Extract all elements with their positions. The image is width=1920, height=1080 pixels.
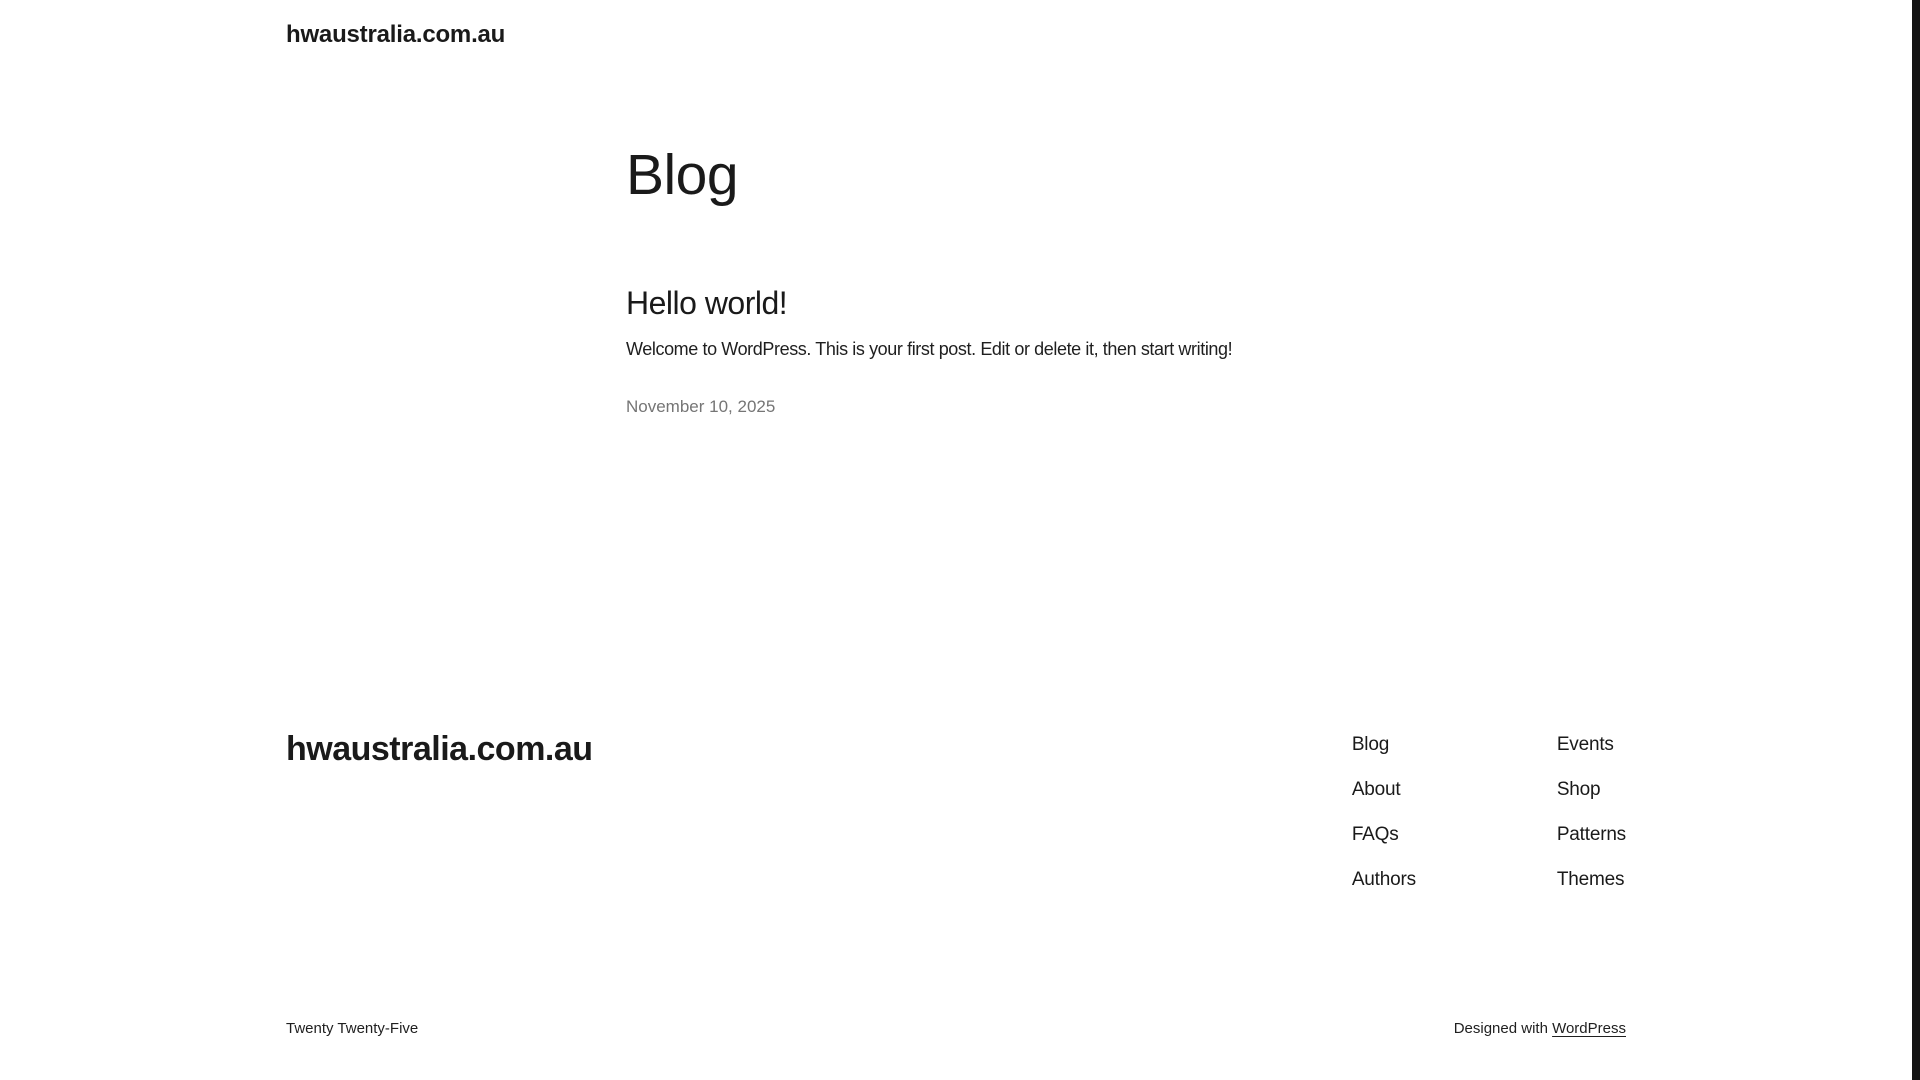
post-item xyxy=(626,284,1286,420)
footer-site-title-link[interactable]: hwaustralia.com.au xyxy=(286,730,593,768)
footer-nav-column-2 xyxy=(1557,735,1626,889)
footer-nav-item-authors[interactable]: Authors xyxy=(1351,869,1416,890)
post-date: November 10, 2025 xyxy=(626,397,776,416)
main-content xyxy=(286,141,1626,420)
header-site-title-link[interactable]: hwaustralia.com.au xyxy=(286,21,506,48)
designed-with-prefix: Designed with xyxy=(1453,1020,1553,1037)
post-title-link[interactable]: Hello world! xyxy=(626,285,788,321)
wordpress-link[interactable]: WordPress xyxy=(1552,1020,1626,1037)
theme-name: Twenty Twenty-Five xyxy=(286,1020,419,1037)
footer-nav-item-blog[interactable]: Blog xyxy=(1351,734,1390,755)
footer-nav-column-1 xyxy=(1352,735,1487,889)
site-header xyxy=(286,0,1626,49)
designed-with xyxy=(1454,1017,1626,1040)
footer-nav-item-faqs[interactable]: FAQs xyxy=(1351,824,1399,845)
page-title: Blog xyxy=(626,143,739,207)
scrollbar[interactable] xyxy=(1912,0,1920,1080)
footer-nav-item-events[interactable]: Events xyxy=(1556,734,1614,755)
site-footer xyxy=(286,729,1626,1080)
footer-nav-item-themes[interactable]: Themes xyxy=(1556,869,1625,890)
footer-nav xyxy=(1352,735,1626,889)
footer-nav-item-shop[interactable]: Shop xyxy=(1556,779,1601,800)
footer-nav-item-patterns[interactable]: Patterns xyxy=(1556,824,1626,845)
footer-nav-item-about[interactable]: About xyxy=(1351,779,1401,800)
post-excerpt: Welcome to WordPress. This is your first post. Edit or delete it, then start writing! xyxy=(626,339,1233,359)
